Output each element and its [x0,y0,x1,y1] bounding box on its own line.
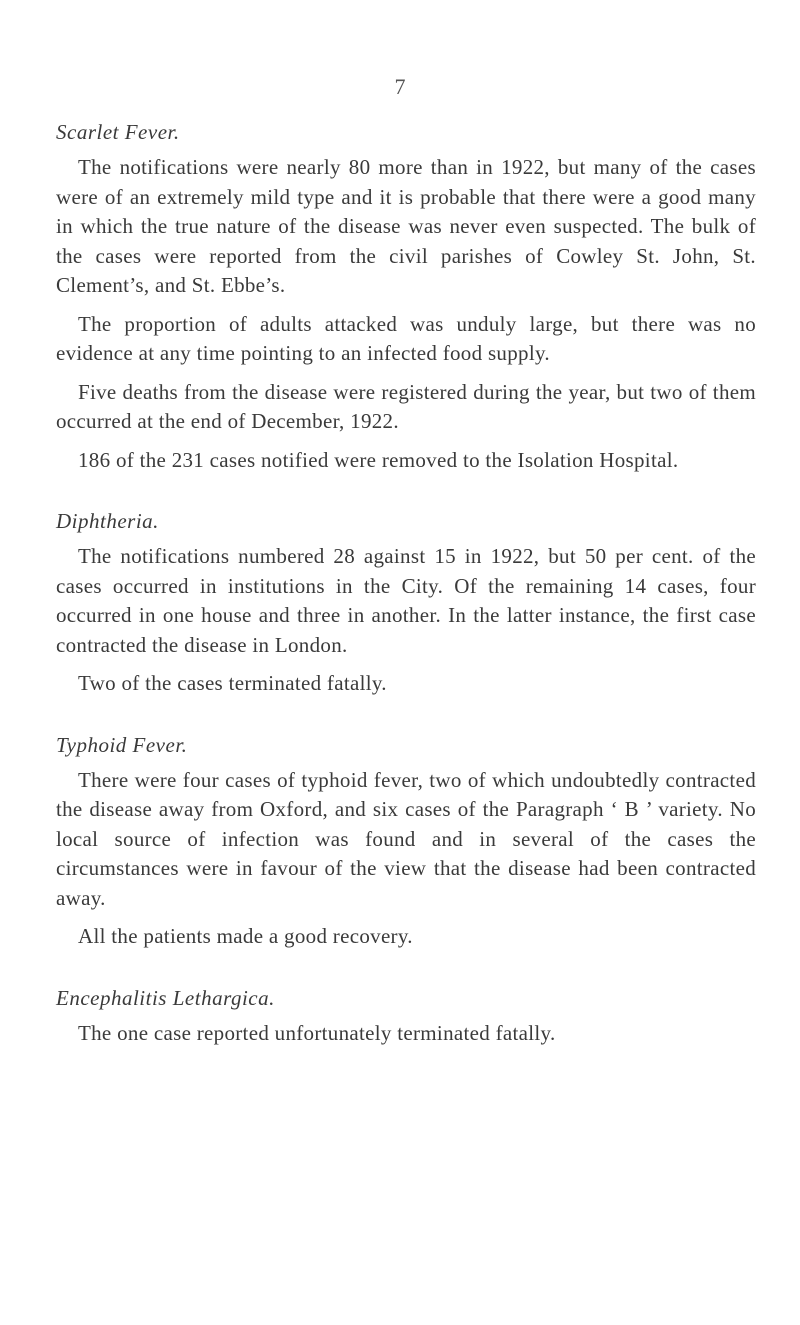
paragraph: Five deaths from the disease were registered during the year, but two of them occurred at the end of December, 1922. [56,379,756,433]
section-heading: Diphtheria. [56,509,159,533]
paragraph: The proportion of adults attacked was unduly large, but there was no evidence at any time pointing to an infected food supply. [56,311,756,365]
document-body [56,120,756,1072]
paragraph: Two of the cases terminated fatally. [78,671,387,695]
section-diphtheria [56,509,756,699]
page-number: 7 [394,74,406,99]
paragraph: The one case reported unfortunately terminated fatally. [78,1020,556,1045]
paragraph: All the patients made a good recovery. [78,924,413,948]
paragraph: 186 of the 231 cases notified were removed to the Isolation Hospital. [78,447,679,472]
section-encephalitis-lethargica [56,986,756,1049]
paragraph: The notifications were nearly 80 more than in 1922, but many of the cases were of an extremely mild type and it is probable that there were a good many in which the true nature of the disease was never even suspected. The bulk of the cases were reported from the civil parishes of Cowley St. John, St. Clement’s, and St. Ebbe’s. [56,155,756,297]
section-scarlet-fever [56,120,756,475]
section-heading: Scarlet Fever. [56,120,180,144]
section-typhoid-fever [56,733,756,952]
section-heading: Encephalitis Lethargica. [56,985,275,1010]
section-heading: Typhoid Fever. [56,732,188,757]
paragraph: There were four cases of typhoid fever, two of which undoubtedly contracted the disease away from Oxford, and six cases of the Paragraph ‘ B ’ variety. No local source of infection was found and in several of the cases the circumstances were in favour of the view that the disease had been contracted away. [56,767,756,910]
paragraph: The notifications numbered 28 against 15 in 1922, but 50 per cent. of the cases occurred in institutions in the City. Of the remaining 14 cases, four occurred in one house and three in another. In the latter instance, the first case contracted the disease in London. [56,544,756,657]
